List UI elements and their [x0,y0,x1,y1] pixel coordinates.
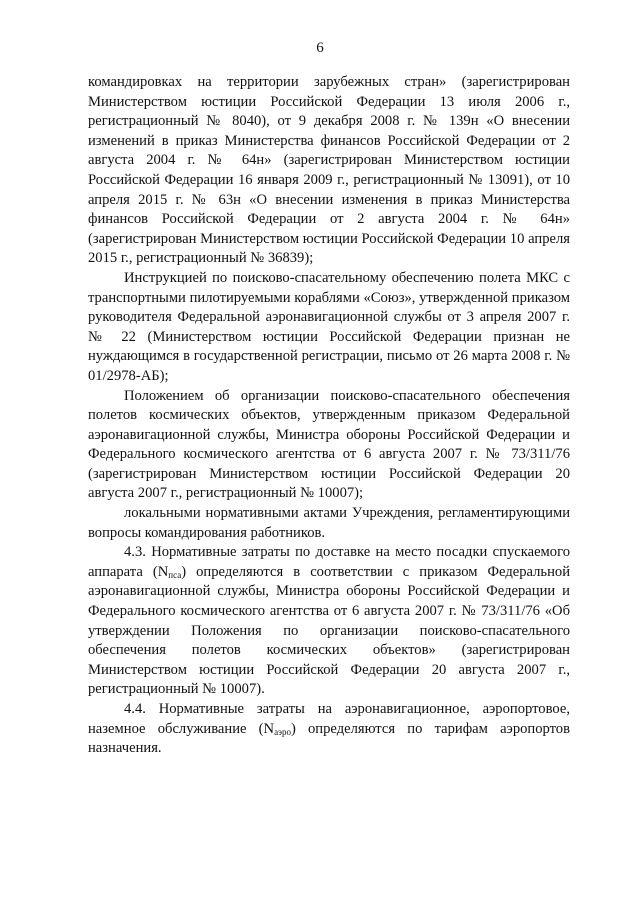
paragraph-4-4-text-start: 4.4. Нормативные затраты на аэронавигационное, аэропортовое, наземное обслуживание (N [88,701,570,737]
page-number: 6 [316,40,324,56]
paragraph-4-4 [88,700,570,759]
paragraph-4-3-text-end: ) определяются в соответствии с приказом Федеральной аэронавигационной службы, Министра обороны Российской Федерации и Федерального космического агентства от 6 августа 2007 г. № 73/311/76 «Об утверждении Положения по организации поисково-спасательного обеспечения полетов космических объектов» (зарегистрирован Министерством юстиции Российской Федерации 20 августа 2007 г., регистрационный № 10007). [88,563,570,698]
paragraph-continuation: командировках на территории зарубежных стран» (зарегистрирован Министерством юстиции Российской Федерации 13 июля 2006 г., регистрационный № 8040), от 9 декабря 2008 г. № 139н «О внесении изменений в приказ Министерства финансов Российской Федерации от 2 августа 2004 г. № 64н» (зарегистрирован Министерством юстиции Российской Федерации 16 января 2009 г., регистрационный № 13091), от 10 апреля 2015 г. № 63н «О внесении изменения в приказ Министерства финансов Российской Федерации от 2 августа 2004 г. № 64н» (зарегистрирован Министерством юстиции Российской Федерации 10 апреля 2015 г., регистрационный № 36839); [88,74,570,267]
paragraph-4-4-text-end: ) определяются по тарифам аэропортов назначения. [88,720,570,757]
document-body [88,73,570,759]
paragraph-instruction: Инструкцией по поисково-спасательному обеспечению полета МКС с транспортными пилотируемыми кораблями «Союз», утвержденной приказом руководителя Федеральной аэронавигационной службы от 3 апреля 2007 г. № 22 (Министерством юстиции Российской Федерации признан не нуждающимся в государственной регистрации, письмо от 26 марта 2008 г. № 01/2978-АБ); [88,269,570,384]
paragraph-4-3-text-start: 4.3. Нормативные затраты по доставке на место посадки спускаемого аппарата (N [88,544,570,580]
paragraph-4-3-subscript: пса [168,569,182,580]
paragraph-regulation: Положением об организации поисково-спасательного обеспечения полетов космических объектов, утвержденным приказом Федеральной аэронавигационной службы, Министра обороны Российской Федерации и Федерального космического агентства от 6 августа 2007 г. № 73/311/76 (зарегистрирован Министерством юстиции Российской Федерации 20 августа 2007 г., регистрационный № 10007); [88,387,570,502]
paragraph-local-acts: локальными нормативными актами Учреждения, регламентирующими вопросы командирования работников. [88,505,570,541]
paragraph-4-3 [88,543,570,700]
paragraph-4-4-subscript: аэро [274,726,291,737]
